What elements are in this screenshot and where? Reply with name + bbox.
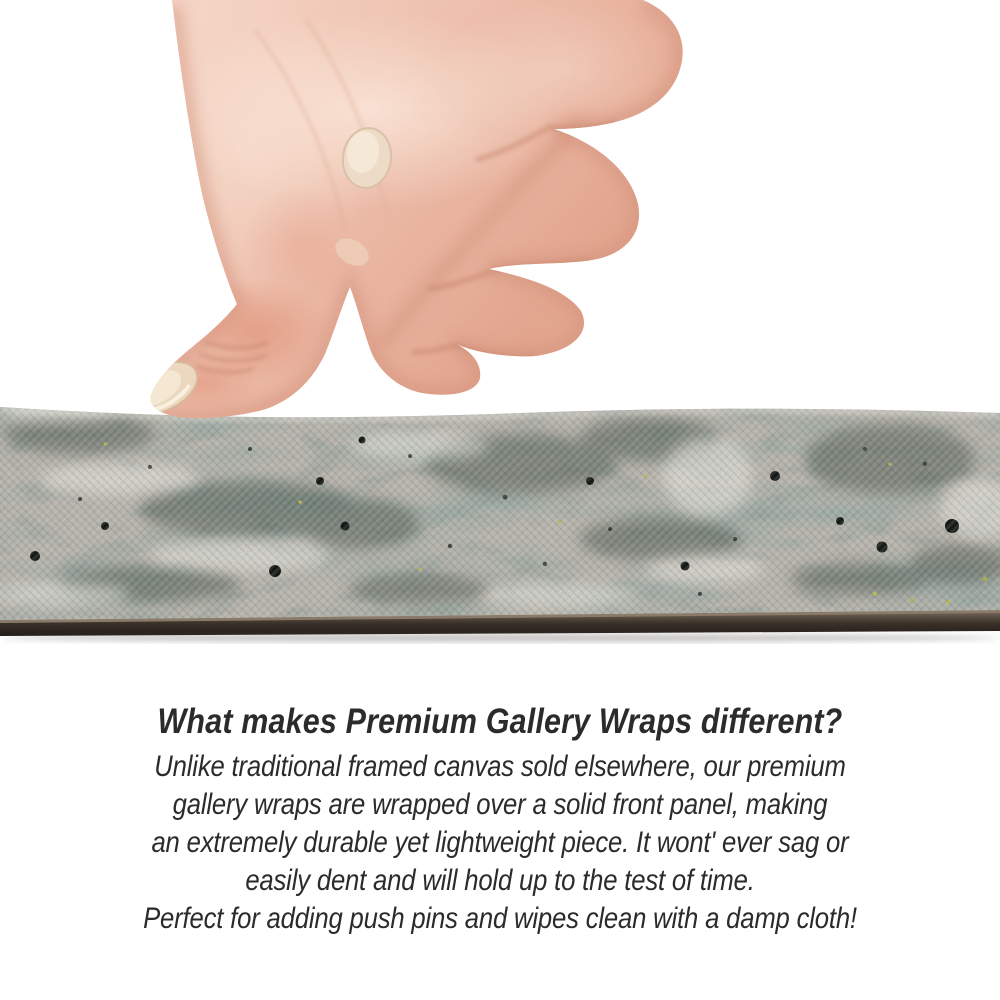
panel-shadow [2,634,998,642]
copy-heading: What makes Premium Gallery Wraps different? [157,702,843,741]
copy-line: easily dent and will hold up to the test of time. [245,864,755,897]
canvas-edge-closeup [0,404,1000,644]
copy-line: gallery wraps are wrapped over a solid front panel, making [172,788,828,821]
hand-illustration [0,0,1000,421]
canvas-texture [0,404,1000,624]
copy-line: Perfect for adding push pins and wipes clean with a damp cloth! [143,902,857,935]
copy-line: Unlike traditional framed canvas sold elsewhere, our premium [154,750,846,783]
marketing-copy [65,700,935,938]
copy-line: an extremely durable yet lightweight piece. It wont' ever sag or [151,826,849,859]
